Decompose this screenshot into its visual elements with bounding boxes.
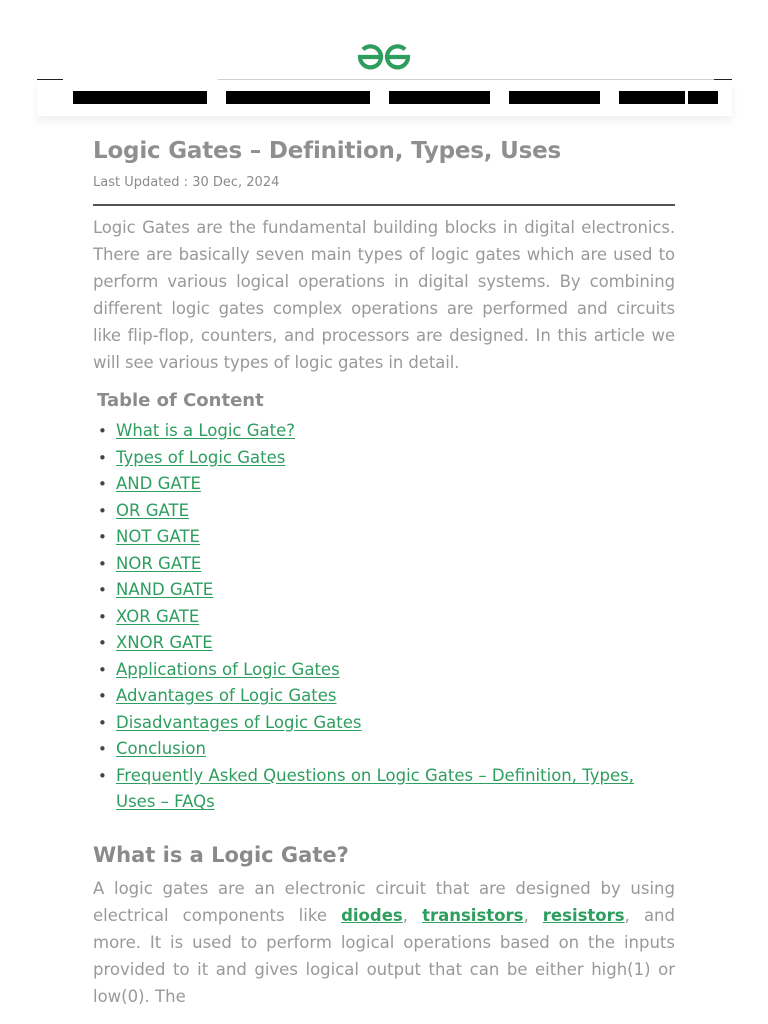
section-heading-what-is-logic-gate: What is a Logic Gate?	[93, 842, 349, 867]
site-header	[0, 0, 768, 118]
toc-item	[93, 498, 675, 525]
nav-item-redacted-2[interactable]	[226, 91, 370, 104]
nav-item-redacted-3[interactable]	[389, 91, 490, 104]
toc-item	[93, 524, 675, 551]
paragraph-text: A logic gates are an electronic circuit that are designed by using electrical components like	[93, 878, 675, 925]
nav-item-redacted-1[interactable]	[73, 91, 207, 104]
toc-item	[93, 551, 675, 578]
toc-item	[93, 418, 675, 445]
nav-item-redacted-5[interactable]	[619, 91, 685, 104]
paragraph-text: , and more. It is used to perform logical operations based on the inputs provided to it and gives logical output that can be either high(1) or low(0). The	[93, 905, 675, 1006]
article-content	[93, 136, 675, 1010]
toc-item	[93, 736, 675, 763]
toc-item	[93, 604, 675, 631]
toc-item	[93, 763, 675, 816]
toc-link-disadvantages[interactable]: Disadvantages of Logic Gates	[116, 712, 362, 732]
intro-paragraph: Logic Gates are the fundamental building blocks in digital electronics. There are basically seven main types of logic gates which are used to perform various logical operations in digital systems. By combining different logic gates complex operations are performed and circuits like flip-flop, counters, and processors are designed. In this article we will see various types of logic gates in detail.	[93, 218, 675, 372]
toc-link-applications[interactable]: Applications of Logic Gates	[116, 659, 340, 679]
toc-link-nand-gate[interactable]: NAND GATE	[116, 580, 214, 599]
toc-link-conclusion[interactable]: Conclusion	[116, 739, 206, 758]
toc-link-advantages[interactable]: Advantages of Logic Gates	[116, 686, 337, 705]
table-of-content	[93, 418, 675, 816]
toc-item	[93, 630, 675, 657]
toc-link-faqs[interactable]: Frequently Asked Questions on Logic Gates – Definition, Types, Uses – FAQs	[116, 765, 634, 811]
toc-link-nor-gate[interactable]: NOR GATE	[116, 553, 202, 573]
toc-item	[93, 710, 675, 737]
toc-item	[93, 577, 675, 604]
toc-item	[93, 445, 675, 472]
toc-link-not-gate[interactable]: NOT GATE	[116, 527, 200, 546]
title-divider	[93, 204, 675, 206]
link-diodes[interactable]: diodes	[341, 905, 403, 925]
toc-link-xor-gate[interactable]: XOR GATE	[116, 606, 200, 626]
toc-title: Table of Content	[97, 390, 264, 411]
toc-link-and-gate[interactable]: AND GATE	[116, 474, 201, 493]
link-transistors[interactable]: transistors	[422, 905, 524, 925]
section-paragraph	[93, 875, 675, 1010]
toc-item	[93, 471, 675, 498]
article-title: Logic Gates – Definition, Types, Uses	[93, 138, 561, 164]
link-resistors[interactable]: resistors	[542, 905, 625, 925]
toc-item	[93, 683, 675, 710]
toc-link-or-gate[interactable]: OR GATE	[116, 500, 189, 520]
last-updated: Last Updated : 30 Dec, 2024	[93, 175, 280, 190]
geeksforgeeks-logo-icon[interactable]	[354, 42, 414, 72]
separator: ,	[402, 905, 423, 925]
toc-link-what-is-logic-gate[interactable]: What is a Logic Gate?	[116, 421, 296, 440]
toc-link-types[interactable]: Types of Logic Gates	[116, 447, 286, 467]
nav-item-redacted-4[interactable]	[509, 91, 600, 104]
toc-link-xnor-gate[interactable]: XNOR GATE	[116, 633, 213, 652]
nav-item-redacted-6[interactable]	[688, 91, 718, 104]
toc-item	[93, 657, 675, 684]
separator: ,	[523, 905, 543, 925]
